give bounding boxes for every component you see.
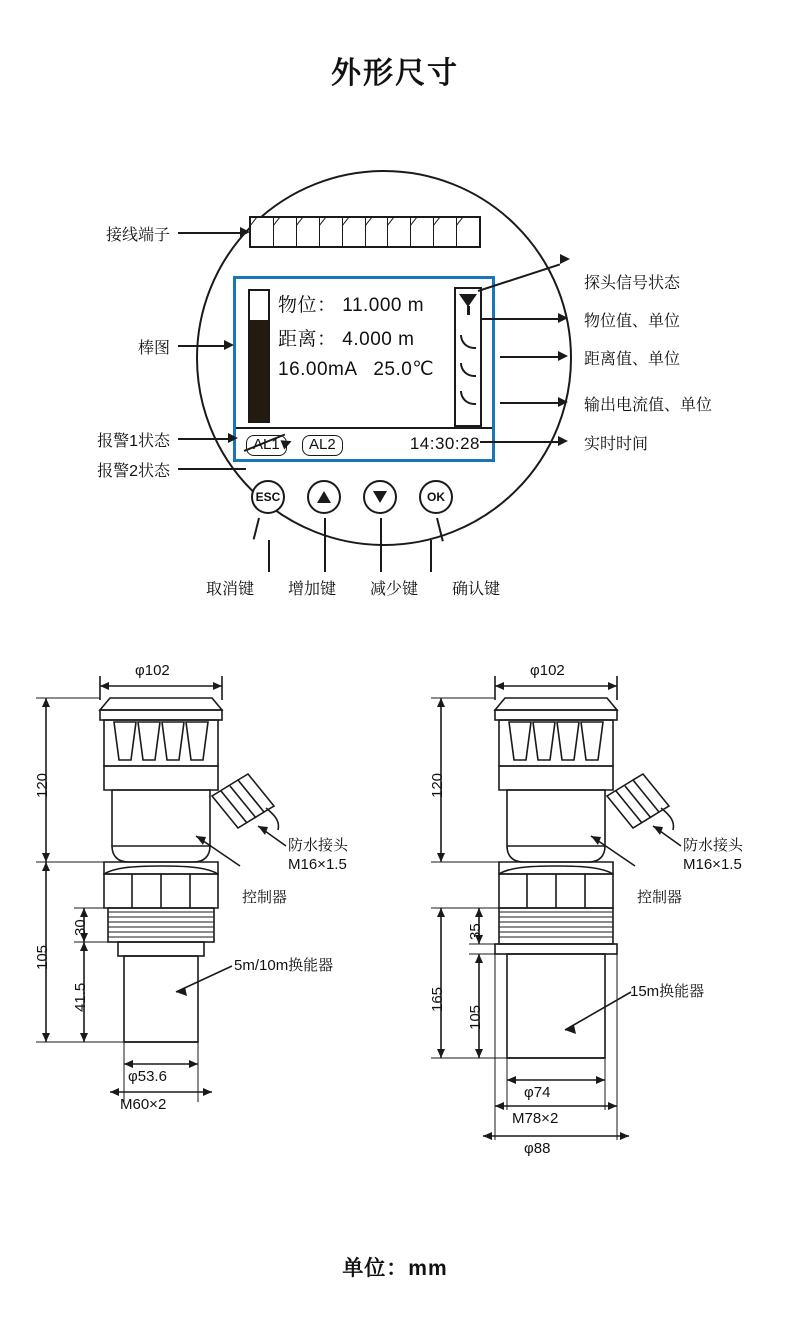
device-front-panel-diagram xyxy=(0,150,790,630)
distance-readout xyxy=(278,324,414,351)
callout-up-key: 增加键 xyxy=(288,581,337,598)
leader-line xyxy=(178,345,228,347)
ok-key[interactable] xyxy=(419,480,453,514)
distance-label: 距离： xyxy=(278,329,337,350)
leader-arrow-icon xyxy=(224,340,234,350)
up-key[interactable] xyxy=(307,480,341,514)
leader-arrow-icon xyxy=(558,397,568,407)
signal-wave-icon xyxy=(460,391,476,405)
note-left-transducer: 5m/10m换能器 xyxy=(234,957,334,974)
signal-wave-icon xyxy=(460,335,476,349)
dim-left-bottom-thread: M60×2 xyxy=(120,1096,167,1113)
callout-distance-value-unit: 距离值、单位 xyxy=(584,351,681,368)
leader-line xyxy=(480,441,562,443)
terminal-screw xyxy=(251,218,274,246)
callout-level-value-unit: 物位值、单位 xyxy=(584,313,681,330)
callout-output-current-value-unit: 输出电流值、单位 xyxy=(584,397,713,414)
signal-wave-icon xyxy=(460,363,476,377)
probe-signal-indicator xyxy=(454,287,482,427)
note-left-cable-gland xyxy=(288,836,348,874)
alarm1-badge: AL1 xyxy=(246,435,287,456)
leader-line xyxy=(178,468,246,470)
leader-line xyxy=(430,540,432,572)
left-device-drawing xyxy=(0,640,395,1240)
terminal-screw xyxy=(297,218,320,246)
callout-down-key: 减少键 xyxy=(370,581,419,598)
level-label: 物位： xyxy=(278,295,337,316)
unit-note: 单位：mm xyxy=(342,1257,448,1280)
dim-right-height-lower: 105 xyxy=(467,1004,484,1030)
note-right-cable-gland-label: 防水接头 xyxy=(683,837,744,854)
bargraph-fill xyxy=(250,320,268,421)
terminal-screw xyxy=(457,218,479,246)
note-left-cable-gland-thread: M16×1.5 xyxy=(288,856,347,873)
note-left-controller: 控制器 xyxy=(242,889,288,906)
callout-bargraph: 棒图 xyxy=(137,340,170,357)
dim-right-thread-len: 35 xyxy=(467,923,484,940)
note-right-controller: 控制器 xyxy=(637,889,683,906)
dim-left-height-body: 120 xyxy=(34,772,51,798)
leader-line xyxy=(380,518,382,572)
leader-line xyxy=(268,540,270,572)
level-readout xyxy=(278,290,424,317)
dim-left-top-diameter: φ102 xyxy=(135,662,170,679)
leader-arrow-icon xyxy=(558,313,568,323)
bargraph xyxy=(248,289,270,423)
dim-left-sub-len: 41.5 xyxy=(72,982,89,1012)
callout-esc-key: 取消键 xyxy=(206,581,255,598)
lcd-screen xyxy=(233,276,495,462)
leader-arrow-icon xyxy=(558,436,568,446)
dim-left-height-lower: 105 xyxy=(34,944,51,970)
note-left-cable-gland-label: 防水接头 xyxy=(288,837,349,854)
terminal-screw xyxy=(343,218,366,246)
note-right-cable-gland-thread: M16×1.5 xyxy=(683,856,742,873)
terminal-block xyxy=(249,216,481,248)
callout-realtime-clock: 实时时间 xyxy=(584,436,649,453)
dim-right-bottom-thread: M78×2 xyxy=(512,1110,559,1127)
terminal-screw xyxy=(434,218,457,246)
lcd-divider xyxy=(236,427,492,429)
current-temp-readout xyxy=(278,358,434,381)
level-unit: m xyxy=(407,295,425,316)
terminal-screw xyxy=(411,218,434,246)
leader-arrow-icon xyxy=(240,227,250,237)
esc-key-label: ESC xyxy=(255,490,281,504)
leader-line xyxy=(324,518,326,572)
terminal-screw xyxy=(366,218,389,246)
leader-line xyxy=(253,518,260,540)
leader-arrow-icon xyxy=(560,254,570,264)
note-right-transducer: 15m换能器 xyxy=(630,983,705,1000)
terminal-screw xyxy=(320,218,343,246)
callout-probe-signal-status: 探头信号状态 xyxy=(584,275,681,292)
triangle-down-icon xyxy=(373,491,387,503)
ok-key-label: OK xyxy=(427,490,445,504)
temperature-value: 25.0℃ xyxy=(373,359,435,380)
down-key[interactable] xyxy=(363,480,397,514)
dim-right-height-body: 120 xyxy=(429,772,446,798)
dim-right-height-total: 165 xyxy=(429,986,446,1012)
dim-right-top-diameter: φ102 xyxy=(530,662,565,679)
level-value: 11.000 xyxy=(342,295,402,316)
leader-line xyxy=(480,318,562,320)
terminal-screw xyxy=(388,218,411,246)
callout-ok-key: 确认键 xyxy=(452,581,501,598)
triangle-up-icon xyxy=(317,491,331,503)
dimension-drawings xyxy=(0,640,790,1260)
callout-alarm1-status: 报警1状态 xyxy=(97,433,170,450)
leader-line xyxy=(500,356,562,358)
current-value: 16.00mA xyxy=(278,359,358,380)
leader-line xyxy=(178,232,244,234)
terminal-screw xyxy=(274,218,297,246)
dim-right-bottom-diameter: φ74 xyxy=(524,1084,551,1101)
realtime-clock: 14:30:28 xyxy=(409,434,480,453)
callout-alarm2-status: 报警2状态 xyxy=(97,463,170,480)
distance-value: 4.000 xyxy=(342,329,393,350)
leader-arrow-icon xyxy=(558,351,568,361)
right-device-drawing xyxy=(395,640,790,1240)
alarm2-badge: AL2 xyxy=(302,435,343,456)
esc-key[interactable] xyxy=(251,480,285,514)
dim-left-bottom-diameter: φ53.6 xyxy=(128,1068,167,1085)
dim-right-outer-diameter: φ88 xyxy=(524,1140,551,1157)
distance-unit: m xyxy=(398,329,415,350)
dim-left-thread-len: 30 xyxy=(72,919,89,936)
page-title: 外形尺寸 xyxy=(331,57,459,90)
leader-line xyxy=(178,438,232,440)
leader-arrow-icon xyxy=(228,433,238,443)
note-right-cable-gland xyxy=(683,836,743,874)
leader-line xyxy=(500,402,562,404)
callout-terminal-block: 接线端子 xyxy=(105,227,170,244)
